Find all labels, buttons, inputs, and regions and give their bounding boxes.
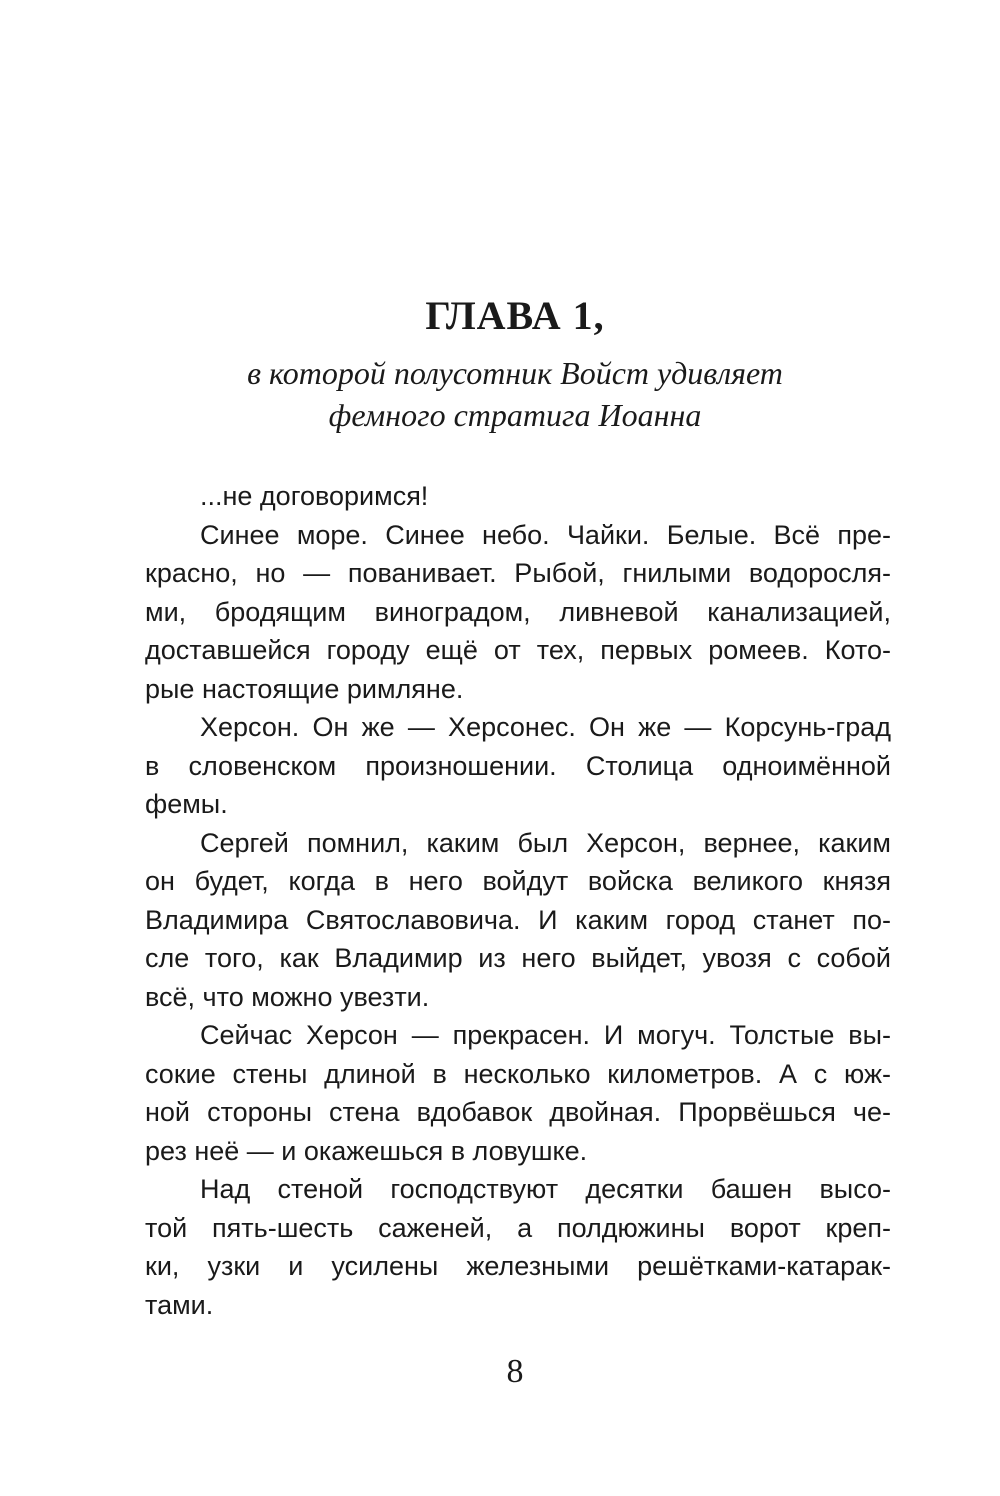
text-line: Херсон. Он же — Херсонес. Он же — Корсунь-град	[200, 712, 891, 742]
text-line: тами.	[145, 1289, 214, 1320]
text-line: Сейчас Херсон — прекрасен. И могуч. Толстые вы-	[200, 1020, 891, 1050]
text-line: ной стороны стена вдобавок двойная. Прорвёшься че-	[145, 1097, 891, 1127]
chapter-subtitle-line: в которой полусотник Войст удивляет	[247, 355, 783, 391]
text-line: Над стеной господствуют десятки башен высо-	[200, 1174, 891, 1204]
body-text	[145, 477, 891, 1324]
text-line: ки, узки и усилены железными решётками-катарак-	[145, 1251, 891, 1281]
text-line: рые настоящие римляне.	[145, 673, 464, 704]
text-line: ...не договоримся!	[200, 481, 429, 511]
text-line: в словенском произношении. Столица одноимённой	[145, 750, 891, 781]
text-line: доставшейся городу ещё от тех, первых ромеев. Кото-	[145, 635, 891, 665]
text-line: рез неё — и окажешься в ловушке.	[145, 1135, 588, 1166]
chapter-subtitle-line: фемного стратига Иоанна	[328, 397, 702, 433]
text-line: фемы.	[145, 789, 228, 819]
text-line: сле того, как Владимир из него выйдет, увозя с собой	[145, 943, 891, 973]
text-line: всё, что можно увезти.	[145, 981, 430, 1012]
text-line: Сергей помнил, каким был Херсон, вернее, каким	[200, 827, 891, 858]
text-line: Владимира Святославовича. И каким город станет по-	[145, 904, 891, 935]
chapter-title: ГЛАВА 1,	[425, 293, 605, 338]
chapter-subtitle	[0, 352, 1000, 436]
text-line: Синее море. Синее небо. Чайки. Белые. Всё пре-	[200, 519, 891, 550]
text-line: сокие стены длиной в несколько километров. А с юж-	[145, 1058, 891, 1089]
text-line: ми, бродящим виноградом, ливневой канализацией,	[145, 596, 891, 627]
text-line: красно, но — пованивает. Рыбой, гнилыми водоросля-	[145, 558, 891, 588]
text-line: он будет, когда в него войдут войска великого князя	[145, 866, 891, 896]
text-line: той пять-шесть саженей, а полдюжины ворот креп-	[145, 1212, 891, 1243]
page-number: 8	[506, 1353, 524, 1390]
